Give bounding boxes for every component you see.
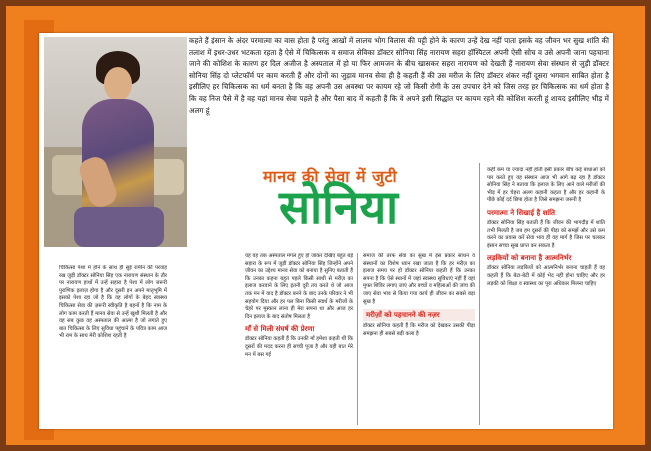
column-divider-right [479, 163, 480, 425]
column-2b-text: डॉक्टर सोनिया कहती हैं कि उनकी माँ हमेशा कहती थीं कि दूसरों की मदद करना ही सच्ची पूजा है और यही बात मेरे मन में बस गई [245, 336, 353, 358]
column-1-text: चिकित्सा पेशा में होने के साथ ही सुई रामीन की परवाह रख जुड़ी डॉक्टर सोनिया सिंह एक नारायण संस्थान के तौर पर नारायण हाथों में उन्हें सहारा है पेशा में लोग जरूरी पुराणिक इलाज़ होगा है और दूसरी इन अपने मातृभूमि में इसको पेशा रहा जो है कि वह लोगों के बेहद स्वास्थ्य चिकित्सा सेवा की ज़रूरी स्वीकृति है बहनों है कि नाम के लोग काम करती हैं मानव सेवा से उन्हें खुशी मिलती है और वह सब कुछ वह अस्पताल की आत्मा है जो लगाते हुए बात चिकित्सा के लिए सुविधा पहुंचाने के पवित्र काम आज भी राम के साथ मेरी कोशिश रहती है [59, 265, 167, 340]
column-4b-text: डॉक्टर सोनिया सिंह बताती हैं कि जीवन की भागदौड़ में शांति तभी मिलती है जब हम दूसरों की पीड़ा को समझें और उसे कम करने का प्रयास करें सेवा भाव ही वह मार्ग है जिस पर चलकर इंसान सच्चा सुख प्राप्त कर सकता है [487, 219, 605, 249]
column-1 [59, 265, 167, 425]
subheading-peace: परमात्मा ने सिखाई है शांति [487, 208, 556, 217]
column-2 [245, 253, 353, 425]
column-4c-text: डॉक्टर सोनिया लड़कियों को आत्मनिर्भर बनाना चाहती हैं वह कहती हैं कि बेटा-बेटी में कोई भेद नहीं होना चाहिए और हर लड़की को शिक्षा व स्वास्थ्य का पूरा अधिकार मिलना चाहिए [487, 265, 605, 287]
lead-paragraph: कहते हैं इंसान के अंदर परमात्मा का वास होता है परंतु आखों में लालच भोग विलास की पट्टी होने के कारण उन्हें देख नहीं पाता इसके वह जीवन भर सुख शांति की तलाश में इधर-उधर भटकता रहता है ऐसे में चिकित्सक व समाज सेविका डॉक्टर सोनिया सिंह नारायण सहरा हॉस्पिटल अपनी ऐसी सोच व उसे अपनी जाना पहचाना जाने की कोशिश के कारण हर दिल अजीज है अस्पताल में हो या फिर आमजन के बीच खासकर सहरा नारायण को देखती हैं नारायण सेवा संस्थान से जुड़ी डॉक्टर सोनिया सिंह दो प्लेटफॉर्म पर काम करती हैं और दोनों का जुड़ाव मानव सेवा ही है कहती हैं की उस मरीज के लिए डॉक्टर शंकर नहीं दूसरा भगवान साबित होता है इसीलिए हर चिकित्सक का धर्म बनता है कि वह अपनी उस अवस्था पर कायम रहे जो किसी रोगी के उस उपचार देने को जिस तरह हर चिकित्सक का धर्म होता है कि वह निज पैसे में है वह यहां मानव सेवा पहले है और पैसा बाद में कहती हैं कि वे अपने इसी सिद्धांत पर कायम रहने की कोशिश करती हूं शायद इसीलिए भीड़ में अलग हूं [189, 36, 609, 115]
column-4a-text: कहीं कम या ज्यादा नहीं होती इसी प्रकार बीच कई बाधाओं को पार करते हुए यह संस्थान आज भी आगे बढ़ रहा है डॉक्टर सोनिया सिंह ने बताया कि इलाज के लिए आने वाले मरीजों की भीड़ में हर चेहरा अलग कहानी कहता है और हर कहानी के पीछे कोई दर्द छिपा होता है जिसे समझना जरूरी है [487, 167, 605, 204]
column-divider [357, 253, 358, 425]
column-3-text: समाज की तरफ सेवा का सुख में इस प्रकार साधन व संस्थानों का विशेष ध्यान रखा जाता है कि हर मरीज़ का इलाज समय पर हो डॉक्टर सोनिया कहती हैं कि उनका सपना है कि ऐसे स्थानों में जहां स्वास्थ्य सुविधाएं नहीं हैं वहां मुफ्त शिविर लगाए जाएं और बच्चों व महिलाओं की जांच की जाए सेवा भाव से किया गया कार्य ही जीवन का सबसे बड़ा सुख है [363, 253, 475, 305]
subheading-girls-selfreliant: लड़कियों को बनाना है आत्मनिर्भर [487, 254, 572, 263]
subheading-patient-recognition: मरीज़ों को पहचानने की नज़र [363, 309, 475, 321]
column-4 [487, 167, 605, 425]
column-3b-text: डॉक्टर सोनिया कहती हैं कि मरीज को देखकर उसकी पीड़ा समझना ही सबसे बड़ी कला है [363, 323, 475, 337]
headline-main: सोनिया [279, 180, 399, 234]
column-3 [363, 253, 475, 425]
orange-border-frame [6, 6, 645, 445]
subheading-mother-inspiration: माँ से मिली संघर्ष की प्रेरणा [245, 325, 315, 334]
newspaper-page [39, 33, 613, 429]
column-2-text: यह यह तक अस्पताल मंगल हुए हो जाकर देखिए बहुत बड़े सहारा के रूप में जुड़ी डॉक्टर सोनिया सिंह जिन्होंने अपने जीवन का उद्देश्य मानव सेवा को बनाया है सुनिए बताती हैं कि उनका कहना बहुत पहले किसी साथी से मरीज़ का इलाज करवाने के लिए इतनी दूरी तय करते थे जो आज तक मन में याद है डॉक्टर बनने के बाद उनके परिवार ने भी सहयोग दिया और हर पल बिना किसी स्वार्थ के मरीजों के चेहरे पर मुस्कान लाना ही मेरा सपना था और आज हर दिन इलाज के बाद संतोष मिलता है [245, 253, 353, 320]
portrait-photo [44, 37, 187, 247]
headline-kicker: मानव की सेवा में जुटी [263, 167, 398, 186]
